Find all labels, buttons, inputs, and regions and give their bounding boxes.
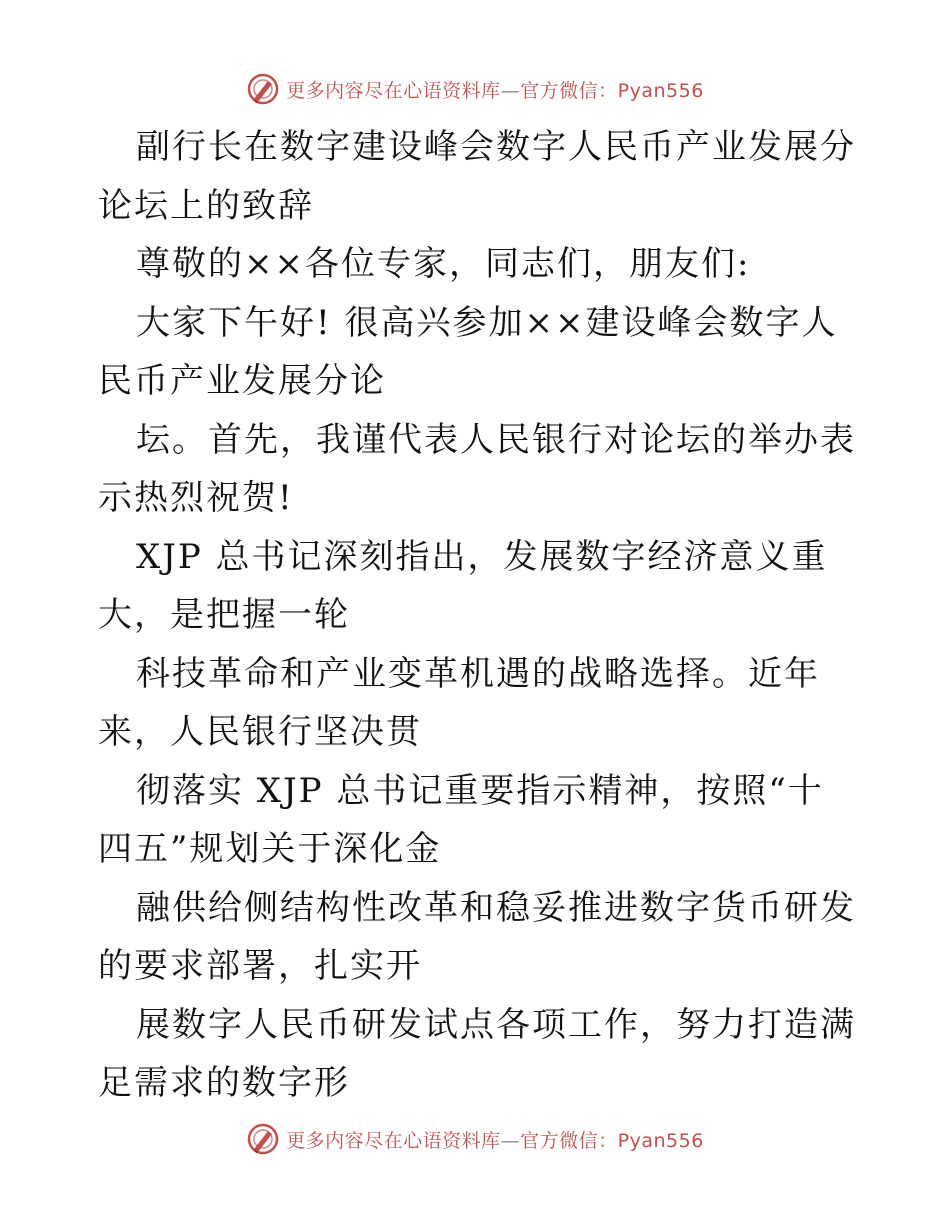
paragraph: XJP 总书记深刻指出，发展数字经济意义重大，是把握一轮: [98, 536, 828, 635]
paragraph: 科技革命和产业变革机遇的战略选择。近年来，人民银行坚决贯: [98, 653, 820, 752]
document-title: 副行长在数字建设峰会数字人民币产业发展分论坛上的致辞: [98, 127, 856, 226]
pen-logo-icon: [246, 1122, 280, 1156]
paragraph: 坛。首先，我谨代表人民银行对论坛的举办表示热烈祝贺!: [98, 419, 856, 518]
paragraph: 展数字人民币研发试点各项工作，努力打造满足需求的数字形: [98, 1004, 856, 1103]
paragraph: 融供给侧结构性改革和稳妥推进数字货币研发的要求部署，扎实开: [98, 887, 856, 986]
banner-text: 更多内容尽在心语资料库—官方微信：Pyan556: [286, 79, 704, 102]
banner-text: 更多内容尽在心语资料库—官方微信：Pyan556: [286, 1129, 704, 1152]
document-body: [98, 118, 858, 1113]
pen-logo-icon: [246, 72, 280, 106]
salutation: 尊敬的××各位专家，同志们，朋友们:: [136, 244, 751, 284]
footer-banner: [0, 1122, 950, 1156]
paragraph: 彻落实 XJP 总书记重要指示精神，按照“十四五”规划关于深化金: [98, 770, 824, 869]
paragraph: 大家下午好! 很高兴参加××建设峰会数字人民币产业发展分论: [98, 302, 838, 401]
header-banner: [0, 72, 950, 106]
